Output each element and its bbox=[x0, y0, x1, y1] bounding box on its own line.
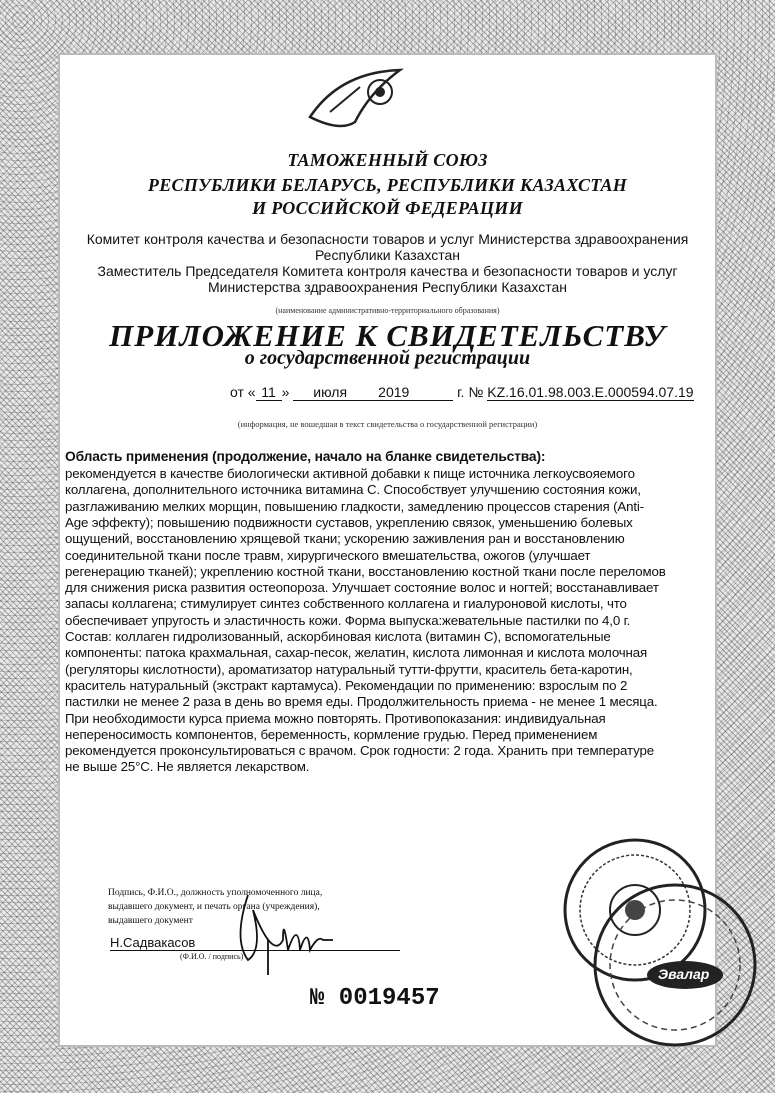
scope-text-line: коллагена, дополнительного источника витамина С. Способствует улучшению состояния кожи, bbox=[65, 482, 641, 498]
document-subtitle: о государственной регистрации bbox=[244, 347, 531, 369]
date-month: июля bbox=[313, 384, 348, 400]
scope-text-line: разглаживанию мелких морщин, повышению гладкости, замедлению процессов старения (Anti- bbox=[65, 498, 644, 514]
signature-caption-2: выдавшего документ, и печать органа (учреждения), bbox=[108, 902, 320, 912]
date-prefix: от « bbox=[230, 384, 256, 400]
date-day: 11 bbox=[256, 384, 282, 401]
official-seal bbox=[555, 835, 775, 1055]
committee-line-2: Республики Казахстан bbox=[314, 247, 461, 263]
document-title: ПРИЛОЖЕНИЕ К СВИДЕТЕЛЬСТВУ bbox=[109, 318, 666, 353]
signatory-name: Н.Садвакасов bbox=[110, 935, 400, 951]
deputy-line-1: Заместитель Председателя Комитета контроля качества и безопасности товаров и услуг bbox=[97, 263, 678, 279]
scope-text-line: (регуляторы кислотности), ароматизатор натуральный тутти-фрутти, краситель бета-каротин, bbox=[65, 661, 633, 677]
scope-text-line: для снижения риска развития остеопороза. Улучшает состояние волос и ногтей; восстанавливает bbox=[65, 580, 659, 596]
signatory-name-note: (Ф.И.О. / подпись) bbox=[180, 952, 244, 961]
scope-text-line: пастилки не менее 2 раза в день во время еды. Продолжительность приема - не менее 1 месяца. bbox=[65, 694, 658, 710]
date-year: 2019 bbox=[378, 384, 410, 400]
scope-text-line: ощущений, восстановлению хрящевой ткани; ускорению заживления ран и восстановлению bbox=[65, 531, 625, 547]
republics-line-1: РЕСПУБЛИКИ БЕЛАРУСЬ, РЕСПУБЛИКИ КАЗАХСТАН bbox=[147, 175, 628, 195]
scope-text-line: компоненты: патока крахмальная, сахар-песок, желатин, кислота лимонная и кислота молочная bbox=[65, 645, 648, 661]
info-note: (информация, не вошедшая в текст свидетельства о государственной регистрации) bbox=[237, 419, 538, 429]
registration-number: KZ.16.01.98.003.E.000594.07.19 bbox=[487, 384, 694, 400]
year-suffix: г. bbox=[457, 384, 465, 400]
emblem-icon bbox=[300, 62, 410, 142]
admin-note: (наименование административно-территориального образования) bbox=[275, 306, 500, 315]
scope-text-line: Состав: коллаген гидролизованный, аскорбиновая кислота (витамин С), вспомогательные bbox=[65, 629, 611, 644]
stamp-brand: Эвалар bbox=[658, 966, 710, 982]
scope-text-line: рекомендуется в качестве биологически активной добавки к пище источника легкоусвояемого bbox=[65, 466, 635, 481]
scope-text-line: непереносимость компонентов, беременность, кормление грудью. Перед применением bbox=[65, 726, 598, 742]
signature-caption-3: выдавшего документ bbox=[108, 916, 193, 926]
scope-text-line: краситель натуральный (экстракт картамуса). Рекомендации по применению: взрослым по 2 bbox=[65, 677, 628, 693]
scope-text-line: соединительной ткани после травм, хирургического вмешательства, ожогов (улучшает bbox=[65, 547, 591, 563]
date-month-year bbox=[293, 384, 453, 401]
form-number: № 0019457 bbox=[310, 985, 440, 1012]
registration-line bbox=[230, 384, 694, 401]
signature-caption-1: Подпись, Ф.И.О., должность уполномоченного лица, bbox=[108, 888, 323, 898]
scope-text-line: Age эффекту); повышению подвижности суставов, укреплению связок, уменьшению болевых bbox=[65, 514, 633, 530]
deputy-line-2: Министерства здравоохранения Республики Казахстан bbox=[208, 279, 567, 295]
republics-line-2: И РОССИЙСКОЙ ФЕДЕРАЦИИ bbox=[252, 198, 523, 218]
committee-line-1: Комитет контроля качества и безопасности товаров и услуг Министерства здравоохранения bbox=[86, 231, 689, 247]
union-title: ТАМОЖЕННЫЙ СОЮЗ bbox=[287, 150, 488, 170]
date-close: » bbox=[281, 384, 290, 400]
scope-text-line: При необходимости курса приема можно повторять. Противопоказания: индивидуальная bbox=[65, 710, 606, 726]
handwritten-signature bbox=[228, 880, 338, 980]
scope-text-line: рекомендуется проконсультироваться с врачом. Срок годности: 2 года. Хранить при температуре bbox=[65, 743, 654, 759]
scope-text-line: регенерацию тканей); укреплению костной ткани, восстановлению костной ткани после переломов bbox=[65, 563, 666, 579]
scope-text-line: обеспечивает упругость и эластичность кожи. Форма выпуска:жевательные пастилки по 4,0 г. bbox=[65, 612, 631, 628]
number-sign: № bbox=[468, 384, 484, 400]
scope-text-line: не выше 25°С. Не является лекарством. bbox=[65, 759, 310, 775]
scope-heading: Область применения (продолжение, начало на бланке свидетельства): bbox=[65, 449, 546, 464]
scope-text-line: запасы коллагена; стимулирует синтез собственного коллагена и гиалуроновой кислоты, что bbox=[65, 596, 627, 612]
